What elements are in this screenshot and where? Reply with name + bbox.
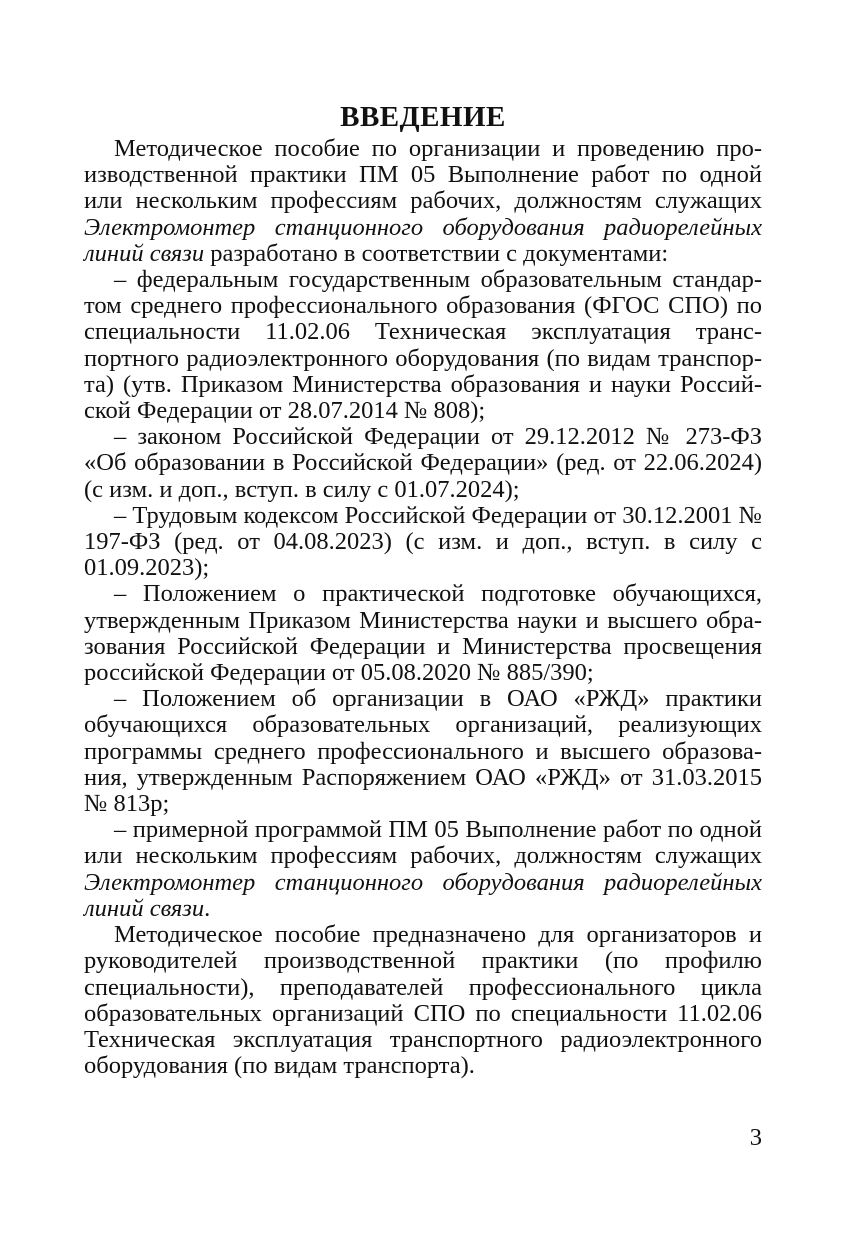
last-item-tail: . <box>204 894 211 922</box>
list-item: – законом Российской Федерации от 29.12.2012 № 273-ФЗ «Об образовании в Российской Федерации» (ред. от 22.06.2024) (с изм. и доп., вступ. в силу с 01.07.2024); <box>84 423 762 503</box>
page-number: 3 <box>749 1124 762 1151</box>
closing-paragraph: Методическое пособие предназначено для организаторов и руководителей производственной практики (по профилю специальности), преподавателей профессионального цикла образовательных организаций СПО по специальности 11.02.06 Техническая эксплуатация транспортного радиоэлектронного оборудования (по видам транспорта). <box>84 921 762 1080</box>
list-item: – Трудовым кодексом Российской Федерации от 30.12.2001 № 197-ФЗ (ред. от 04.08.2023) (с изм. и доп., вступ. в силу с 01.09.2023); <box>84 501 762 582</box>
section-title: ВВЕДЕНИЕ <box>340 101 506 133</box>
last-item-italic-title: Электромонтер станционного оборудования радиорелейных линий связи <box>84 868 762 922</box>
list-item: – Положением о практической подготовке обучающихся, утвержденным Приказом Министерства науки и высшего образования Российской Федерации и Министерства просвещения российской Федерации от 05.08.2020 № 885/390; <box>84 580 762 687</box>
intro-lead: Методическое пособие по организации и проведению производственной практики ПМ 05 Выполнение работ по одной или нескольким профессиям рабочих, должностям служащих <box>84 135 762 215</box>
list-item-last <box>84 817 762 922</box>
document-page <box>84 100 762 1079</box>
list-item: – Положением об организации в ОАО «РЖД» практики обучающихся образовательных организаций, реализующих программы среднего профессионального и высшего образования, утвержденным Распоряжением ОАО «РЖД» от 31.03.2015 № 813р; <box>84 685 762 818</box>
intro-paragraph <box>84 136 762 267</box>
last-item-lead: – примерной программой ПМ 05 Выполнение работ по одной или нескольким профессиям рабочих, должностям служащих <box>84 816 762 870</box>
intro-tail: разработано в соответствии с документами: <box>204 239 669 267</box>
intro-italic-title: Электромонтер станционного оборудования радиорелейных линий связи <box>84 213 762 267</box>
list-item: – федеральным государственным образовательным стандартом среднего профессионального образования (ФГОС СПО) по специальности 11.02.06 Техническая эксплуатация транспортного радиоэлектронного оборудования (по видам транспорта) (утв. Приказом Министерства образования и науки Российской Федерации от 28.07.2014 № 808); <box>84 266 762 425</box>
